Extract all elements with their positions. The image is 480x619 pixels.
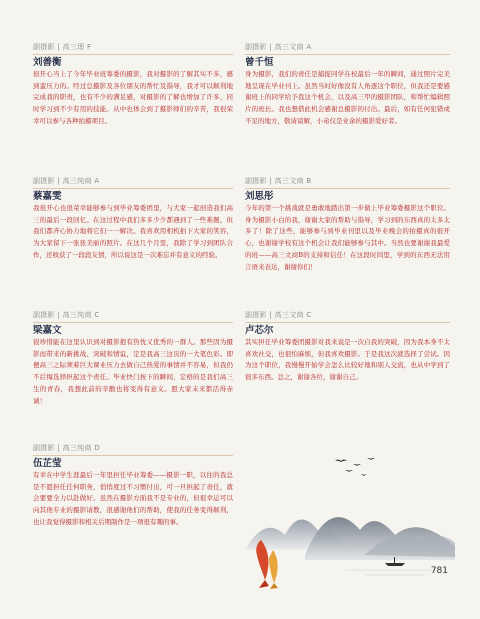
entry-zeng-qian-heng <box>245 42 450 128</box>
entry-divider <box>33 54 233 55</box>
entry-name: 伍芷莹 <box>33 458 62 469</box>
entry-divider <box>33 455 233 456</box>
entry-role: 副摄影 | 高三纯商 C <box>33 311 100 319</box>
entry-liu-si-tong <box>245 176 450 273</box>
entry-role: 副摄影 | 高三纯商 D <box>33 444 101 452</box>
entry-cai-jia-wen <box>33 176 233 262</box>
entry-text: 有幸在中学生涯最后一年里担任毕业筹委——摄影一职，以往的我总是不愿担任任何职务，悄悄度过不习惯付出，可一旦担起了责任，就会要要全力以赴做好。虽然在摄影方面我不是专业的，但很幸运可以向其他专业的摄影请教，很感谢他们的帮助，使我的任务变得顺利，也让我觉得摄影和相关后期制作是一项很有趣的事。 <box>33 471 233 526</box>
entry-name: 刘善衡 <box>33 57 62 68</box>
birds-icon <box>335 458 375 476</box>
entry-divider <box>33 322 233 323</box>
entry-role: 副摄影 | 高三文商 B <box>245 177 312 185</box>
entry-name: 梁嘉文 <box>33 325 62 336</box>
entry-text: 今年的第一个挑战就是勇敢地踏出第一步做上毕业筹委摄影这个职位。身为摄影小白的我，谢谢大家的帮助与指导，学习到的东西真的太多太多了！除了这些，能够参与到毕业刊里以及毕业晚会的拍摄真的很开心，也谢谢学校有这个机会让我们能够参与其中。当然也要谢谢我最爱的班——高三文商B的支持和信任！在这段时间里，学到的东西无法用言语来表达，谢谢你们！ <box>245 204 450 271</box>
water-ripples <box>345 570 435 575</box>
entry-text: 身为摄影，我们的责任是捕捉同学在校最后一年的瞬间，通过照片完美地呈现在毕业刊上。虽然当时好像没有人角逐这个职位，但我还是要感谢班上的同学给予我这个机会，以及高三甲的摄影团队，和帮忙编辑照片的班长。我也想借此机会感谢总摄影的付出。最后，如有任何犯错或不足的地方，敬请谅解，小弟仅是业余的摄影爱好者。 <box>245 70 450 125</box>
entry-liang-jia-wen <box>33 310 233 407</box>
page-number: 781 <box>430 566 448 576</box>
entry-role: 副摄影 | 高三文商 A <box>245 43 312 51</box>
entry-role: 副摄影 | 高三文商 C <box>245 311 312 319</box>
entry-divider <box>245 54 450 55</box>
entry-name: 曾千恒 <box>245 57 274 68</box>
entry-text: 其实担任毕业筹委团摄影对我来说是一次自我的突破，因为我本身不太喜欢社交，也很怕麻烦，但我喜欢摄影。于是我这次就选择了尝试。因为这个职位，我慢慢开始学会怎么比较好地和别人交流，也从中学到了很多东西。总之，谢谢各位，谢谢自己。 <box>245 338 450 382</box>
entry-role: 副摄影 | 高三理 F <box>33 43 92 51</box>
entry-name: 蔡嘉雯 <box>33 191 62 202</box>
entry-divider <box>245 322 450 323</box>
entry-role: 副摄影 | 高三纯商 A <box>33 177 100 185</box>
entry-text: 我很开心也很荣幸能够参与到毕业筹委团里，与大家一起创造我们高三的最后一段回忆。在这过程中我们多多少少都遇到了一些难题，但我们都齐心协力地将它们一一解决。我喜欢用相机拍下大家的笑容，为大家留下一张张美丽的照片。在这几个月里，我除了学习到团队合作，还收获了一段段友情，所以说这是一次难忘并有意义的经验。 <box>33 204 233 259</box>
entry-name: 刘思彤 <box>245 191 274 202</box>
entry-text: 很开心当上了今年毕业班筹委的摄影，我对摄影的了解其实不多，感到蛮压力的。经过总摄影及各位朋友的帮忙及指导，我才可以顺利地完成我的职责，也有不少的满足感，对摄影的了解也增加了许多，同时学习到不少有用的技能。从中也体会到了摄影师们的辛苦，我很荣幸可以参与各种拍摄项目。 <box>33 70 233 125</box>
entry-wu-zhi-ying <box>33 443 233 529</box>
entry-liu-shan-heng <box>33 42 233 128</box>
entry-divider <box>245 188 450 189</box>
mountain-icon <box>245 517 455 560</box>
ink-landscape-illustration <box>245 455 455 590</box>
entry-divider <box>33 188 233 189</box>
entry-lu-xin-er <box>245 310 450 384</box>
entry-text: 很珍惜能在这里认识到对摄影抱有热忱又优秀的一群人。那些因为摄影而带来的新挑战、突破和情谊，定是我高三这页的一大笔色彩。即便高三之际须着巨大课业压力去做自己热爱的事情并不容易，但我仍不后悔选择担起这个责任。毕业快门按下的瞬间，定格的是我们高三生的青春，我想此前的辛酸也将变得有意义。愿大家未来都活得赤诚！ <box>33 338 233 405</box>
entry-name: 卢芯尔 <box>245 325 274 336</box>
